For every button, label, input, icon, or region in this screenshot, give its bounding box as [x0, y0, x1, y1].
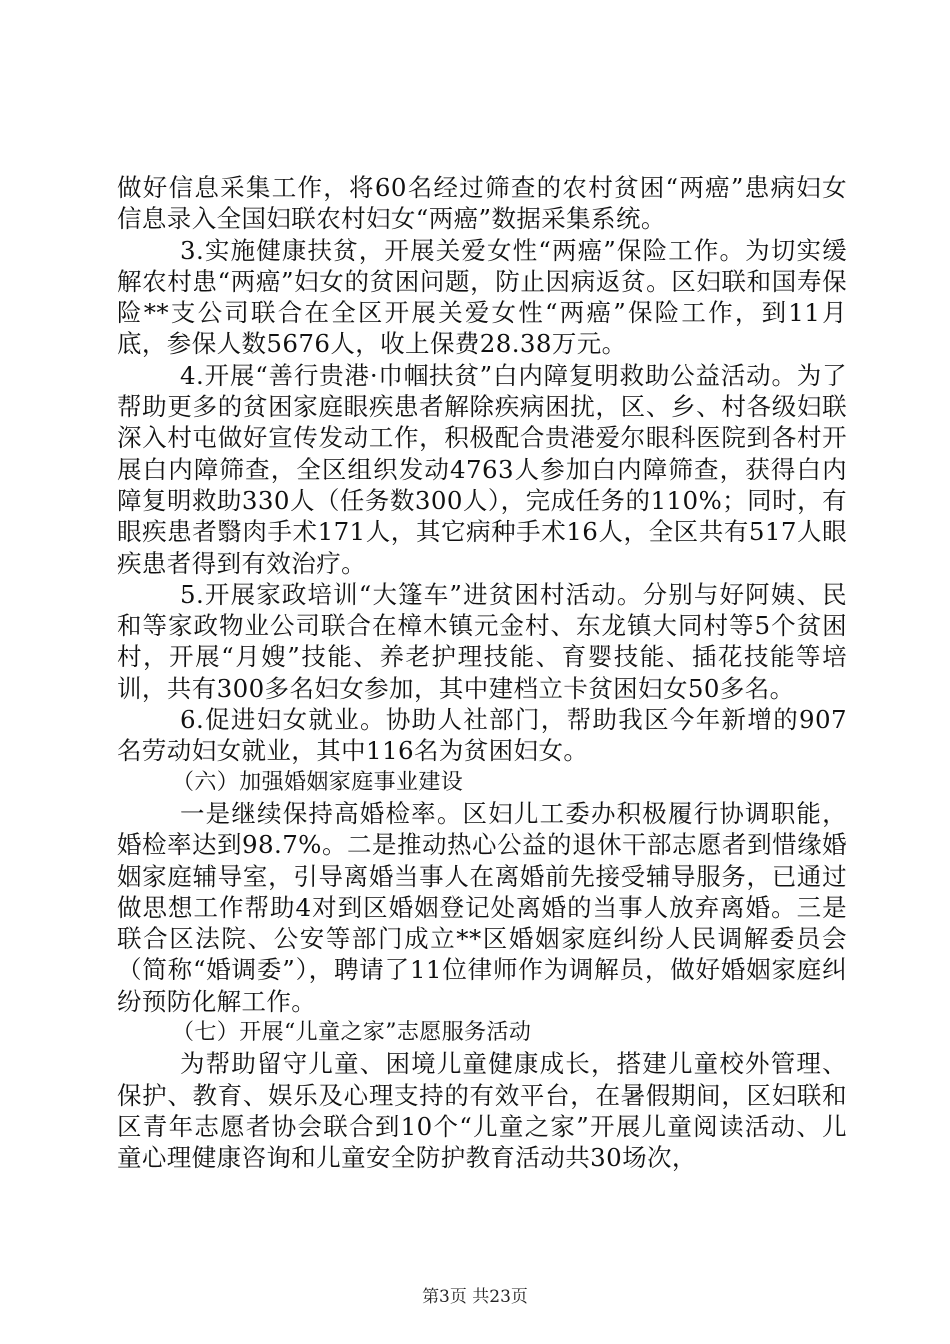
section-heading-7: （七）开展“儿童之家”志愿服务活动	[172, 1020, 532, 1046]
paragraph-item-6: 6.促进妇女就业。协助人社部门，帮助我区今年新增的907名劳动妇女就业，其中116名为贫困妇女。	[117, 705, 847, 766]
paragraph-marriage: 一是继续保持高婚检率。区妇儿工委办积极履行协调职能，婚检率达到98.7%。二是推动热心公益的退休干部志愿者到惜缘婚姻家庭辅导室，引导离婚当事人在离婚前先接受辅导服务，已通过做思想工作帮助4对到区婚姻登记处离婚的当事人放弃离婚。三是联合区法院、公安等部门成立**区婚姻家庭纠纷人民调解委员会（简称“婚调委”），聘请了11位律师作为调解员，做好婚姻家庭纠纷预防化解工作。	[117, 798, 847, 1016]
paragraph-children-home: 为帮助留守儿童、困境儿童健康成长，搭建儿童校外管理、保护、教育、娱乐及心理支持的有效平台，在暑假期间，区妇联和区青年志愿者协会联合到10个“儿童之家”开展儿童阅读活动、儿童心理健康咨询和儿童安全防护教育活动共30场次，	[117, 1049, 847, 1173]
document-body	[117, 172, 847, 1174]
paragraph-item-4: 4.开展“善行贵港·巾帼扶贫”白内障复明救助公益活动。为了帮助更多的贫困家庭眼疾患者解除疾病困扰，区、乡、村各级妇联深入村屯做好宣传发动工作，积极配合贵港爱尔眼科医院到各村开展白内障筛查，全区组织发动4763人参加白内障筛查，获得白内障复明救助330人（任务数300人），完成任务的110%；同时，有眼疾患者翳肉手术171人，其它病种手术16人，全区共有517人眼疾患者得到有效治疗。	[117, 360, 847, 578]
paragraph-continuation: 做好信息采集工作，将60名经过筛查的农村贫困“两癌”患病妇女信息录入全国妇联农村妇女“两癌”数据采集系统。	[117, 173, 847, 234]
section-heading-6: （六）加强婚姻家庭事业建设	[172, 769, 464, 795]
paragraph-item-5: 5.开展家政培训“大篷车”进贫困村活动。分别与好阿姨、民和等家政物业公司联合在樟木镇元金村、东龙镇大同村等5个贫困村，开展“月嫂”技能、养老护理技能、育婴技能、插花技能等培训，共有300多名妇女参加，其中建档立卡贫困妇女50多名。	[117, 579, 847, 703]
paragraph-item-3: 3.实施健康扶贫，开展关爱女性“两癌”保险工作。为切实缓解农村患“两癌”妇女的贫困问题，防止因病返贫。区妇联和国寿保险**支公司联合在全区开展关爱女性“两癌”保险工作，到11月底，参保人数5676人，收上保费28.38万元。	[117, 235, 847, 359]
page-number-footer: 第3页 共23页	[422, 1287, 528, 1307]
